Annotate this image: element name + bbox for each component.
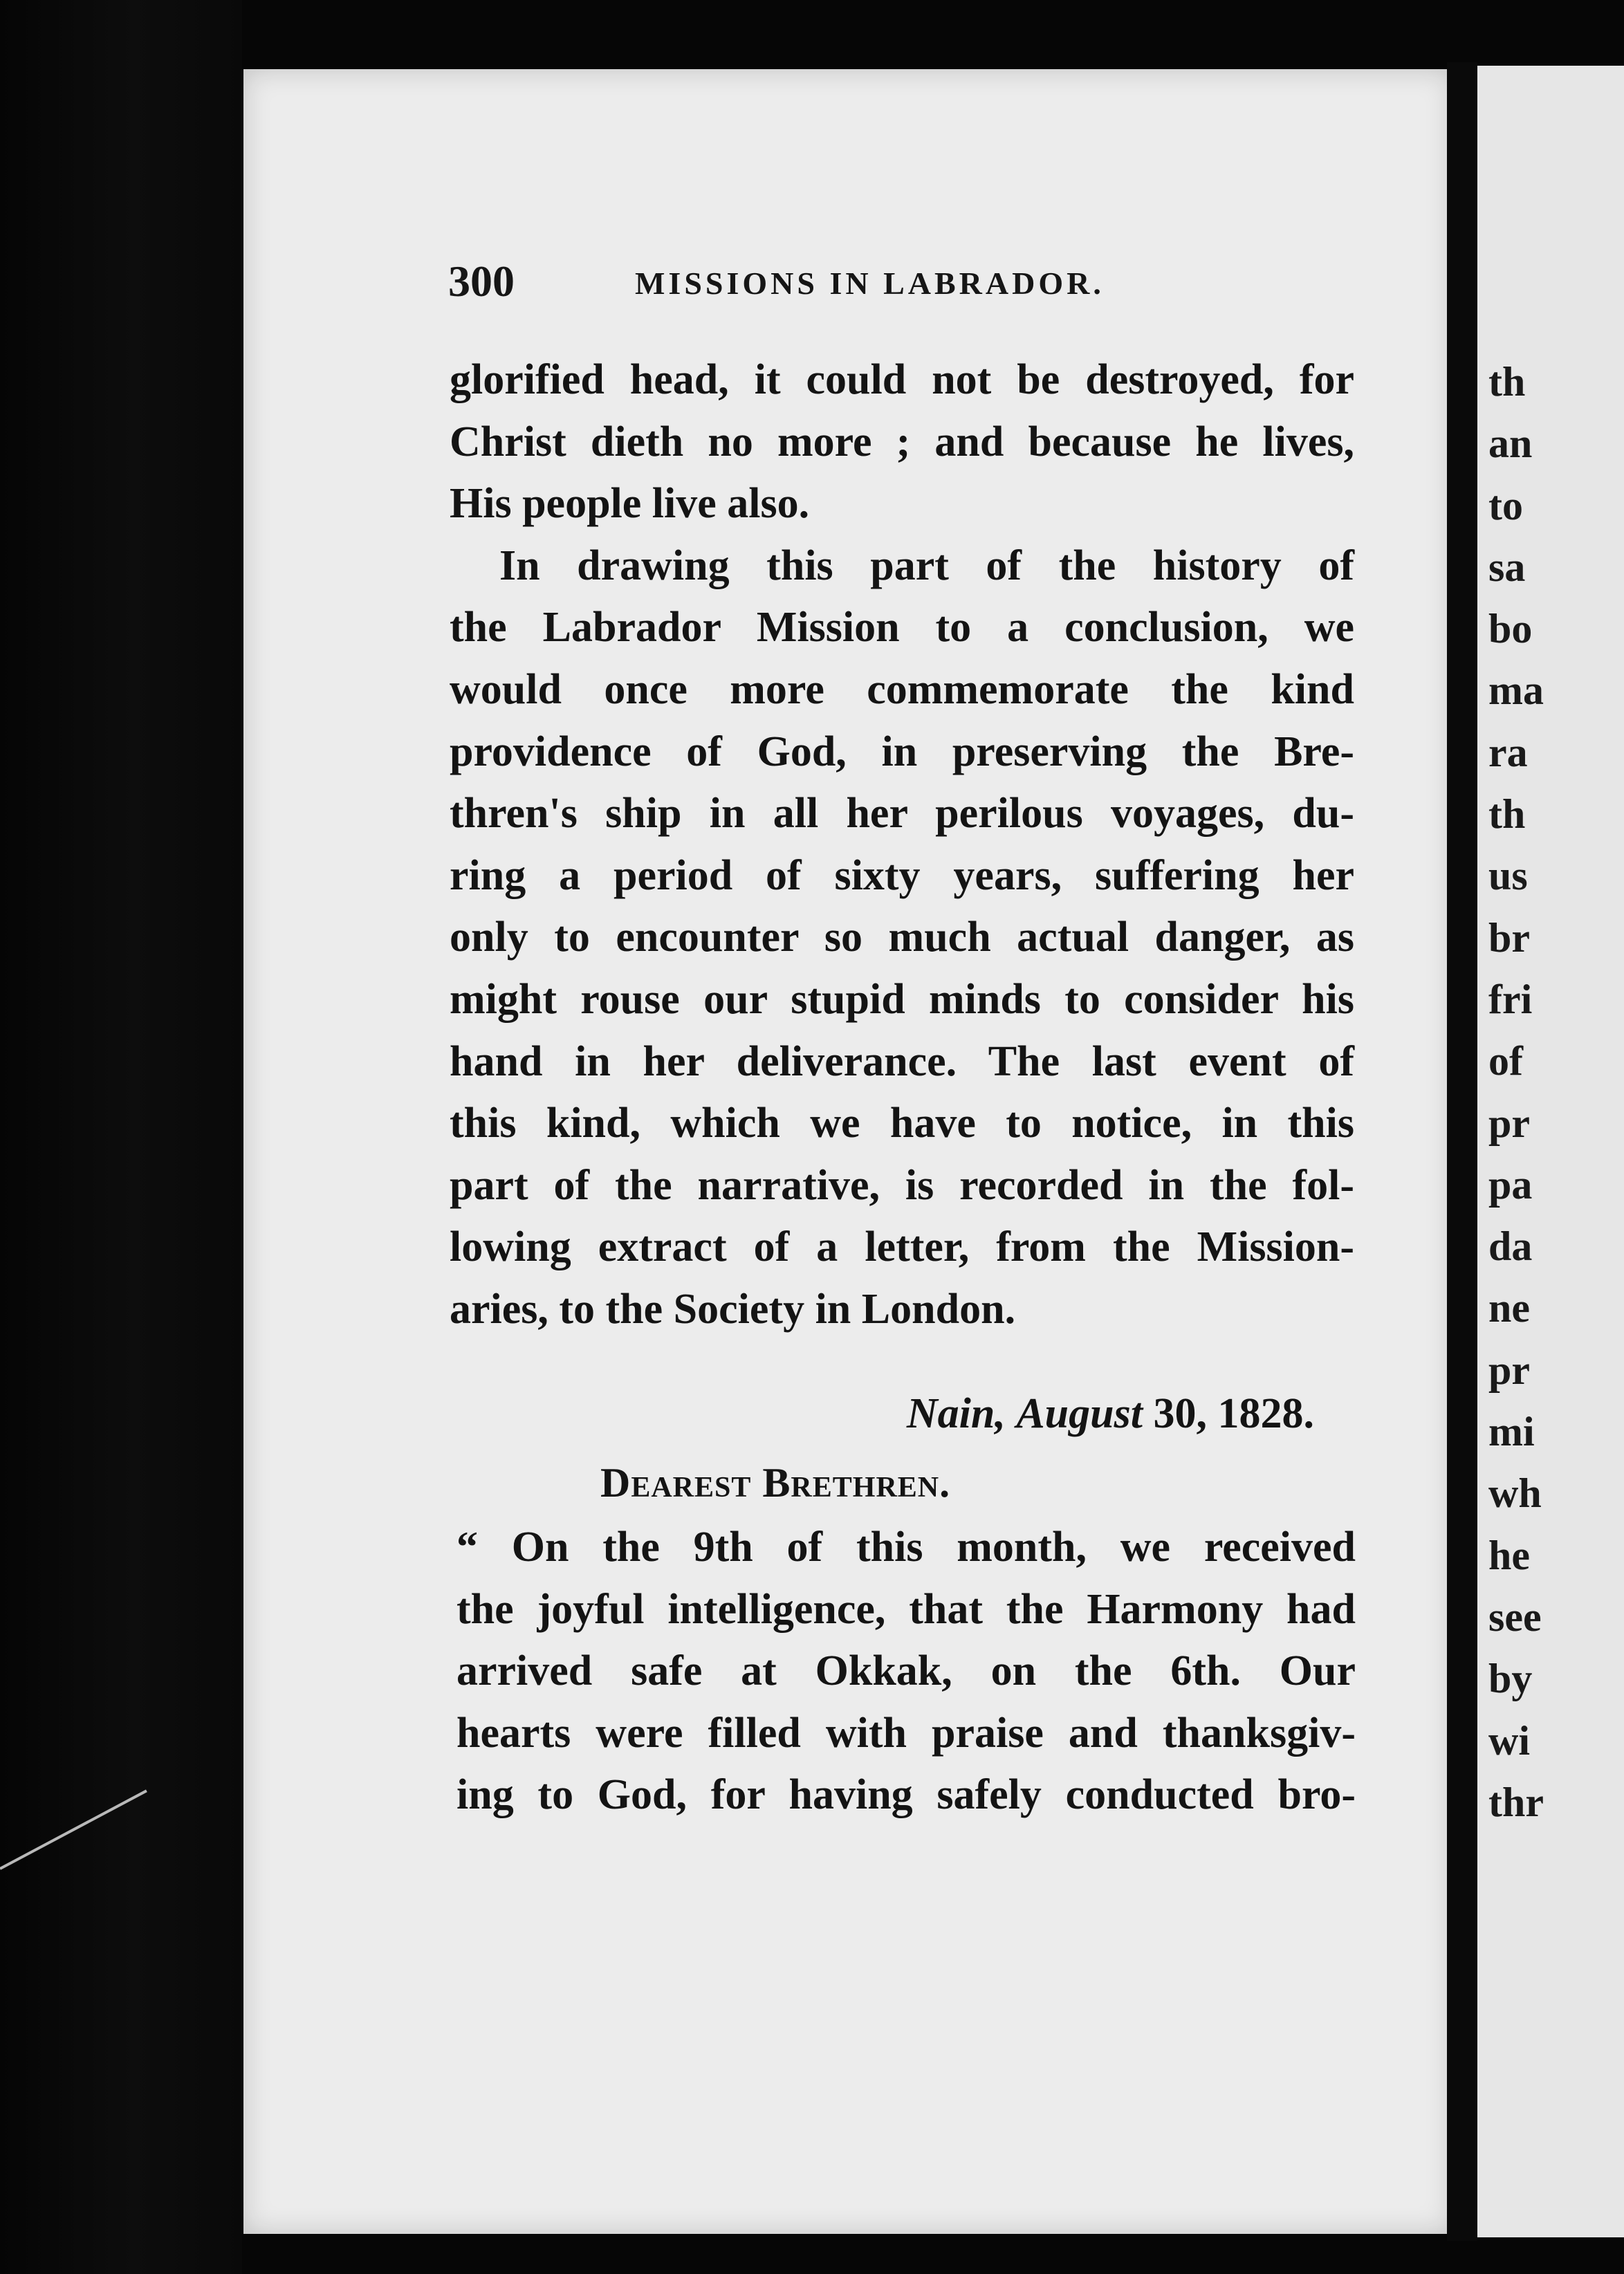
- text-line: providence of God, in preserving the Bre-: [450, 728, 1354, 775]
- facing-page-fragment: th: [1488, 791, 1526, 838]
- text-line: would once more commemorate the kind: [450, 665, 1354, 713]
- text-line: hand in her deliverance. The last event of: [450, 1037, 1354, 1085]
- text-line: aries, to the Society in London.: [450, 1285, 1016, 1333]
- facing-page-fragment: he: [1488, 1532, 1530, 1578]
- text-line: part of the narrative, is recorded in the fol-: [450, 1161, 1354, 1209]
- facing-page-fragment: wi: [1488, 1717, 1530, 1764]
- text-line: lowing extract of a letter, from the Mission-: [450, 1223, 1354, 1271]
- facing-page-fragment: pa: [1488, 1161, 1533, 1208]
- page-gutter: [1447, 62, 1477, 2241]
- facing-page-fragment: ne: [1488, 1285, 1530, 1331]
- text-line: hearts were filled with praise and thanksgiv-: [456, 1709, 1356, 1757]
- text-line: His people live also.: [450, 480, 810, 528]
- facing-page-fragment: mi: [1488, 1409, 1535, 1455]
- text-line: the Labrador Mission to a conclusion, we: [450, 604, 1354, 651]
- letter-text: [456, 1517, 1356, 1827]
- dateline-place: Nain,: [906, 1390, 1006, 1437]
- facing-page-fragment: wh: [1488, 1470, 1542, 1517]
- text-line: might rouse our stupid minds to consider his: [450, 975, 1354, 1023]
- facing-page-fragment: to: [1488, 482, 1523, 528]
- facing-page-fragment: pr: [1488, 1100, 1530, 1146]
- facing-page-fragment: ma: [1488, 667, 1544, 714]
- body-text: [450, 349, 1354, 1341]
- letter-dateline: [450, 1383, 1314, 1445]
- facing-page-fragment: bo: [1488, 606, 1533, 652]
- text-line: ing to God, for having safely conducted bro-: [456, 1771, 1356, 1819]
- facing-page-fragment: by: [1488, 1656, 1533, 1702]
- facing-page-fragment: br: [1488, 914, 1530, 961]
- facing-page-fragment: fri: [1488, 976, 1533, 1022]
- facing-page-fragment: th: [1488, 359, 1526, 405]
- dateline-month: August: [1016, 1390, 1143, 1437]
- book-binding-edge: [0, 0, 242, 2274]
- facing-page-fragment: see: [1488, 1593, 1542, 1640]
- facing-page-fragment: da: [1488, 1223, 1533, 1270]
- facing-page-fragment: us: [1488, 853, 1528, 899]
- facing-page-fragment: thr: [1488, 1779, 1544, 1825]
- text-line: ring a period of sixty years, suffering her: [450, 851, 1354, 899]
- text-line: Christ dieth no more ; and because he lives,: [450, 418, 1354, 465]
- text-line: only to encounter so much actual danger, as: [450, 914, 1354, 961]
- text-line: arrived safe at Okkak, on the 6th. Our: [456, 1647, 1356, 1695]
- text-line: “ On the 9th of this month, we received: [456, 1524, 1356, 1571]
- text-line: glorified head, it could not be destroyed, for: [450, 356, 1354, 403]
- facing-page-fragment: sa: [1488, 544, 1526, 590]
- running-title: MISSIONS IN LABRADOR.: [635, 266, 1105, 301]
- dateline-date: 30, 1828.: [1153, 1390, 1314, 1437]
- facing-page-fragment: of: [1488, 1038, 1523, 1084]
- facing-page-fragment: pr: [1488, 1347, 1530, 1393]
- facing-page-fragment: an: [1488, 420, 1533, 467]
- running-head: [448, 257, 1361, 306]
- facing-page-fragment: ra: [1488, 729, 1528, 775]
- text-line: In drawing this part of the history of: [499, 542, 1354, 589]
- text-line: this kind, which we have to notice, in this: [450, 1100, 1354, 1147]
- text-line: thren's ship in all her perilous voyages, du-: [450, 790, 1354, 838]
- letter-salutation: Dearest Brethren.: [600, 1460, 951, 1506]
- facing-page-text: [1488, 351, 1624, 1833]
- page-number: 300: [448, 257, 515, 306]
- text-line: the joyful intelligence, that the Harmony had: [456, 1585, 1356, 1633]
